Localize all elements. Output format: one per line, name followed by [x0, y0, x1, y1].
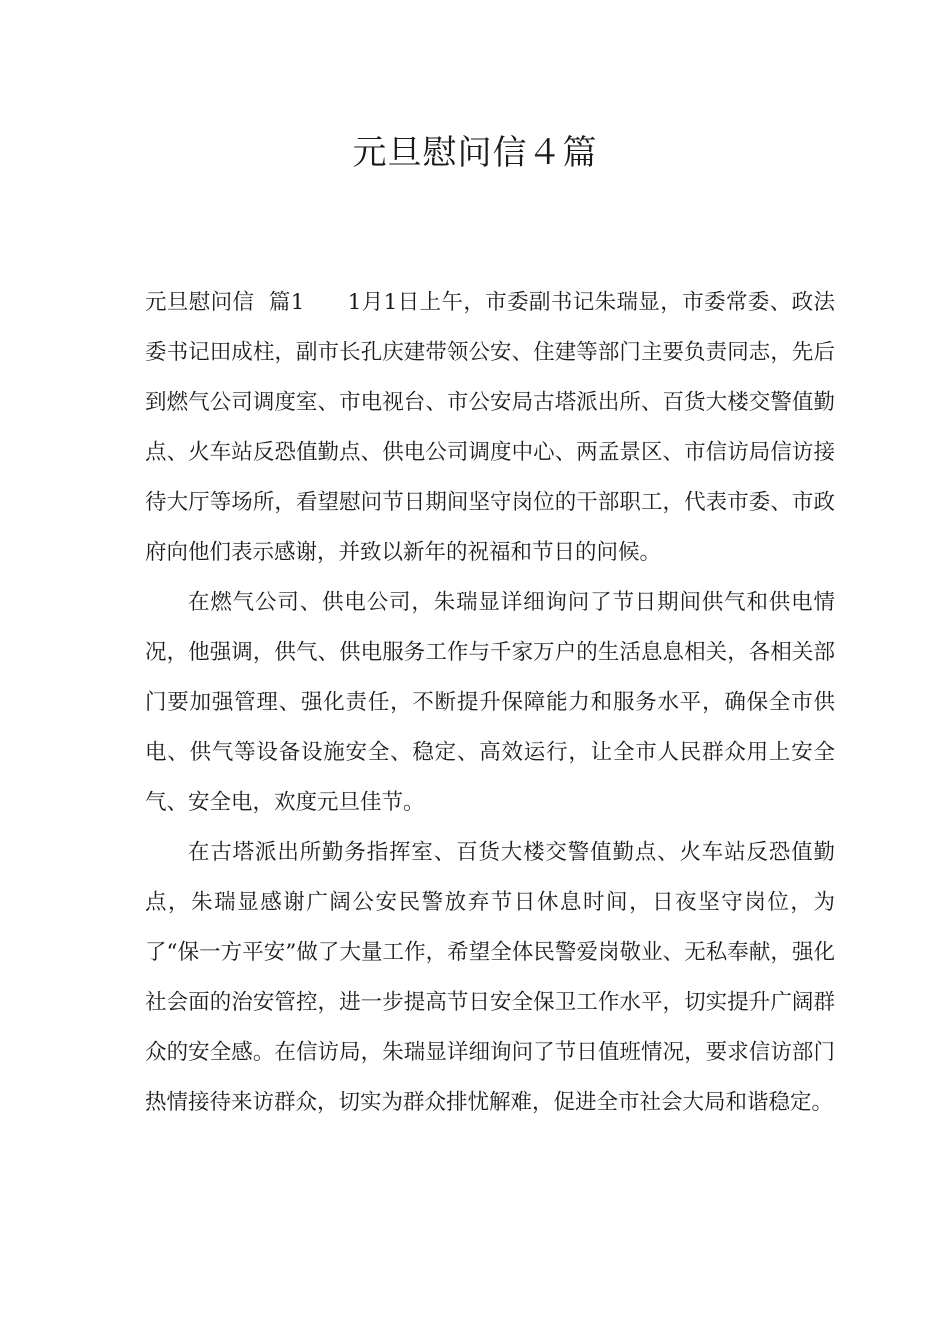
paragraph-3: 在古塔派出所勤务指挥室、百货大楼交警值勤点、火车站反恐值勤点，朱瑞显感谢广阔公安民警放弃节日休息时间，日夜坚守岗位，为了“保一方平安”做了大量工作，希望全体民警爱岗敬业、无私奉献，强化社会面的治安管控，进一步提高节日安全保卫工作水平，切实提升广阔群众的安全感。在信访局，朱瑞显详细询问了节日值班情况，要求信访部门热情接待来访群众，切实为群众排忧解难，促进全市社会大局和谐稳定。 [145, 840, 835, 1115]
section-label: 元旦慰问信 篇1 [145, 290, 305, 315]
section-gap [304, 290, 347, 315]
document-title: 元旦慰问信４篇 [352, 133, 598, 173]
paragraph-1-text: 1月1日上午，市委副书记朱瑞显，市委常委、政法委书记田成柱，副市长孔庆建带领公安、住建等部门主要负责同志，先后到燃气公司调度室、市电视台、市公安局古塔派出所、百货大楼交警值勤点、火车站反恐值勤点、供电公司调度中心、两孟景区、市信访局信访接待大厅等场所，看望慰问节日期间坚守岗位的干部职工，代表市委、市政府向他们表示感谢，并致以新年的祝福和节日的问候。 [145, 290, 835, 565]
paragraph-2: 在燃气公司、供电公司，朱瑞显详细询问了节日期间供气和供电情况，他强调，供气、供电服务工作与千家万户的生活息息相关，各相关部门要加强管理、强化责任，不断提升保障能力和服务水平，确保全市供电、供气等设备设施安全、稳定、高效运行，让全市人民群众用上安全气、安全电，欢度元旦佳节。 [145, 590, 835, 815]
document-body [145, 278, 835, 1128]
paragraph-1 [145, 278, 835, 578]
